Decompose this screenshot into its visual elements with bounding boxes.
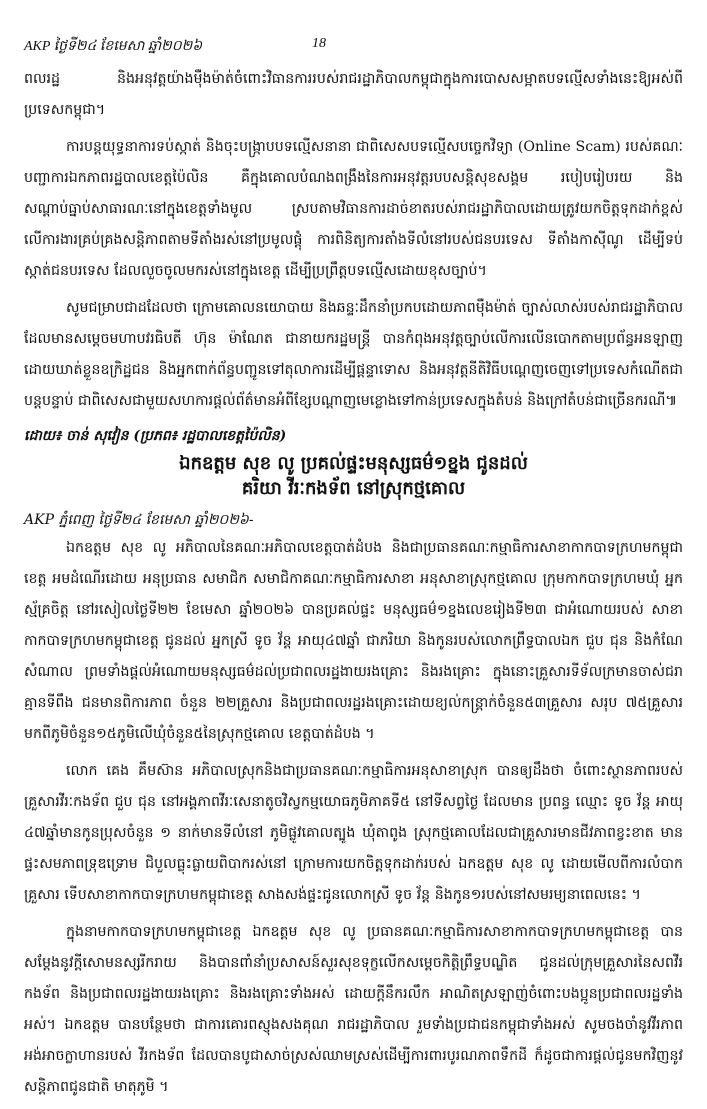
page-number: 18 xyxy=(312,36,326,51)
article1-paragraph-3: សូមជម្រាបជាដដែលថា ក្រោមគោលនយោបាយ និងឆន្ទៈដឹកនាំប្រកបដោយភាពម៉ឺងម៉ាត់ ច្បាស់លាស់របស់រាជរដ្ឋាភិបាល ដែលមានសម្តេចមហាបវរធិបតី ហ៊ុន ម៉ាណែត ជានាយករដ្ឋមន្ត្រី បានកំពុងអនុវត្តច្បាប់លើការលើនបោកតាមប្រព័ន្ធអនឡាញដោយឃាត់ខ្លួនឧក្រិដ្ឋជន និងអ្នកពាក់ព័ន្ធបញ្ជូនទៅតុលាការដើម្បីផ្តន្ទាទោស និងអនុវត្តនីតិវិធីបណ្តេញចេញទៅប្រទេសកំណើតជាបន្តបន្ទាប់ ជាពិសេសជាមួយសហការផ្តល់ព័ត៌មានអំពីខ្សែបណ្តាញមេខ្លោងទៅកាន់ប្រទេសក្នុងតំបន់ និងក្រៅតំបន់ជាច្រើនករណី៕ xyxy=(24,300,683,409)
article1-paragraph-1: ពលរដ្ឋ និងអនុវត្តយ៉ាងម៉ឺងម៉ាត់ចំពោះវិធានការរបស់រាជរដ្ឋាភិបាលកម្ពុជាក្នុងការបោសសម្អាតបទល្មើសទាំងនេះឱ្យអស់ពីប្រទេសកម្ពុជា។ xyxy=(24,71,683,118)
article2-paragraph-3: ក្នុងនាមកាកបាទក្រហមកម្ពុជាខេត្ត ឯកឧត្តម សុខ លូ ប្រធានគណៈកម្មាធិការសាខាកាកបាទក្រហមកម្ពុជាខេត្ត បានសម្តែងនូវក្តីសោមនស្សរីករាយ និងបានពាំនាំប្រសាសន៍សួរសុខទុក្ខលើកសម្តេចកិត្តិព្រឹទ្ធបណ្ឌិត ជូនដល់ក្រុមគ្រួសារនៃសពវីរកងទ័ព និងប្រជាពលរដ្ឋងាយរងគ្រោះ និងរងគ្រោះទាំងអស់ ដោយក្តីនឹករលឹក អាណិតស្រឡាញ់ចំពោះបងប្អូនប្រជាពលរដ្ឋទាំងអស់។ ឯកឧត្តម បានបន្ថែមថា ជាការគោរពស្ញុងសងគុណ រាជរដ្ឋាភិបាល រួមទាំងប្រជាជនកម្ពុជាទាំងអស់ សូមចងចាំនូវវីរភាពអង់អាចក្លាហានរបស់ វីរកងទ័ព ដែលបានបូជាសាច់ស្រស់ឈាមស្រស់ដើម្បីការពារបូរណភាពទឹកដី ក៏ដូចជាការផ្តល់ជូនមកវិញនូវសន្តិភាពជូនជាតិ មាតុភូមិ ។ xyxy=(24,924,683,1095)
article1-paragraph-2: ការបន្តយុទ្ធនាការទប់ស្កាត់ និងចុះបង្ក្រាបបទល្មើសនានា ជាពិសេសបទល្មើសបច្ចេកវិទ្យា (Online Scam) របស់គណៈបញ្ជាការឯកភាពរដ្ឋបាលខេត្តប៉ៃលិន គឺក្នុងគោលបំណងពង្រឹងនៃការអនុវត្តរបបសន្តិសុខសង្គម របៀបរៀបរយ និងសណ្តាប់ធ្នាប់សាធារណៈនៅក្នុងខេត្តទាំងមូល ស្របតាមវិធានការដាច់ខាតរបស់រាជរដ្ឋាភិបាលដោយត្រូវយកចិត្តទុកដាក់ខ្ពស់លើការងារគ្រប់គ្រងសន្តិភាពតាមទីតាំងរស់នៅប្រមូលផ្តុំ ការពិនិត្យការតាំងទីលំនៅរបស់ជនបរទេស ទីតាំងកាស៊ីណូ ដើម្បីទប់ស្កាត់ជនបរទេស ដែលលួចចូលមករស់នៅក្នុងខេត្ត ដើម្បីប្រព្រឹត្តបទល្មើសដោយខុសច្បាប់។ xyxy=(24,139,683,279)
article2-paragraph-1: ឯកឧត្តម សុខ លូ អភិបាលនៃគណៈអភិបាលខេត្តបាត់ដំបង និងជាប្រធានគណៈកម្មាធិការសាខាកាកបាទក្រហមកម្ពុជាខេត្ត អមដំណើរដោយ អនុប្រធាន សមាជិក សមាជិកាគណៈកម្មាធិការសាខា អនុសាខាស្រុកថ្មគោល ក្រុមកាកបាទក្រហមឃុំ អ្នកស្ម័គ្រចិត្ត នៅរសៀលថ្ងៃទី២២ ខែមេសា ឆ្នាំ២០២៦ បានប្រគល់ផ្ទះ មនុស្សធម៌១ខ្នងលេខរៀងទី២៣ ជាអំណោយរបស់ សាខាកាកបាទក្រហមកម្ពុជាខេត្ត ជូនដល់ អ្នកស្រី ទូច វ័ន្ត អាយុ៤៧ឆ្នាំ ជាភរិយា និងកូនរបស់លោកព្រឹទ្ធបាលឯក ជួប ជុន និងកំណែសំណាល ព្រមទាំងផ្តល់អំណោយមនុស្សធម៌ដល់ប្រជាពលរដ្ឋងាយរងគ្រោះ និងរងគ្រោះ ក្នុងនោះគ្រួសារទីទ័លក្រមានចាស់ជរាគ្មានទីពឹង ជនមានពិការភាព ចំនួន ២២គ្រួសារ និងប្រជាពលរដ្ឋរងគ្រោះដោយខ្យល់កន្ត្រាក់ចំនួន៥៣គ្រួសារ សរុប ៧៥គ្រួសារ មកពីភូមិចំនួន១៥ភូមិលើឃុំចំនួន៥នៃស្រុកថ្មគោល ខេត្តបាត់ដំបង ។ xyxy=(24,540,683,742)
article2-dateline: AKP ភ្នំពេញ ថ្ងៃទី២៤ ខែមេសា ឆ្នាំ២០២៦- xyxy=(24,512,254,528)
article2-paragraph-2: លោក គេង គឹមស៊ាន អភិបាលស្រុកនិងជាប្រធានគណៈកម្មាធិការអនុសាខាស្រុក បានឲ្យដឹងថា ចំពោះស្ថានភាពរបស់គ្រួសារវីរៈកងទ័ព ជួប ជុន នៅអង្គភាពវីរៈសេនាតូចវិស្វកម្មយោធភូមិភាគទី៥ នៅទីសព្វថ្ងៃ ដែលមាន ប្រពន្ធ ឈ្មោះ ទូច វ័ន្ត អាយុ ៤៧ឆ្នាំមានកូនប្រុសចំនួន ១ នាក់មានទីលំនៅ ភូមិផ្លូវគោលត្បូង ឃុំតាពូង ស្រុកថ្មគោលដែលជាគ្រួសារមានជីវភាពខ្វះខាត មានផ្ទះសមភាពទ្រុឌទ្រោម ជិបួលធ្លុះធ្លាយពិបាករស់នៅ ក្រោមការយកចិត្តទុកដាក់របស់ ឯកឧត្តម សុខ លូ ដោយមើលពីការលំបាកគ្រួសារ ទើបសាខាកាកបាទក្រហមកម្ពុជាខេត្ត សាងសង់ផ្ទះជូនលោកស្រី ទូច វ័ន្ត និងកូន១របស់នៅសមរម្យនាពេលនេះ ។ xyxy=(24,763,683,903)
article2-headline-line-1: ឯកឧត្តម សុខ លូ ប្រគល់ផ្ទះមនុស្សធម៌១ខ្នង ជូនដល់ xyxy=(179,453,528,474)
page-content xyxy=(24,64,683,1109)
article2-headline xyxy=(24,451,683,501)
article2-headline-line-2: គរិយា វីរៈកងទ័ព នៅស្រុកថ្មគោល xyxy=(241,478,466,499)
header-dateline: AKP ថ្ងៃទី២៤ ខែមេសា ឆ្នាំ២០២៦ xyxy=(24,39,203,54)
page-header xyxy=(24,36,683,56)
article1-byline: ដោយ៖ ចាន់ សុវៀន (ប្រភព៖ រដ្ឋបាលខេត្តប៉ៃលិន) xyxy=(24,428,287,444)
